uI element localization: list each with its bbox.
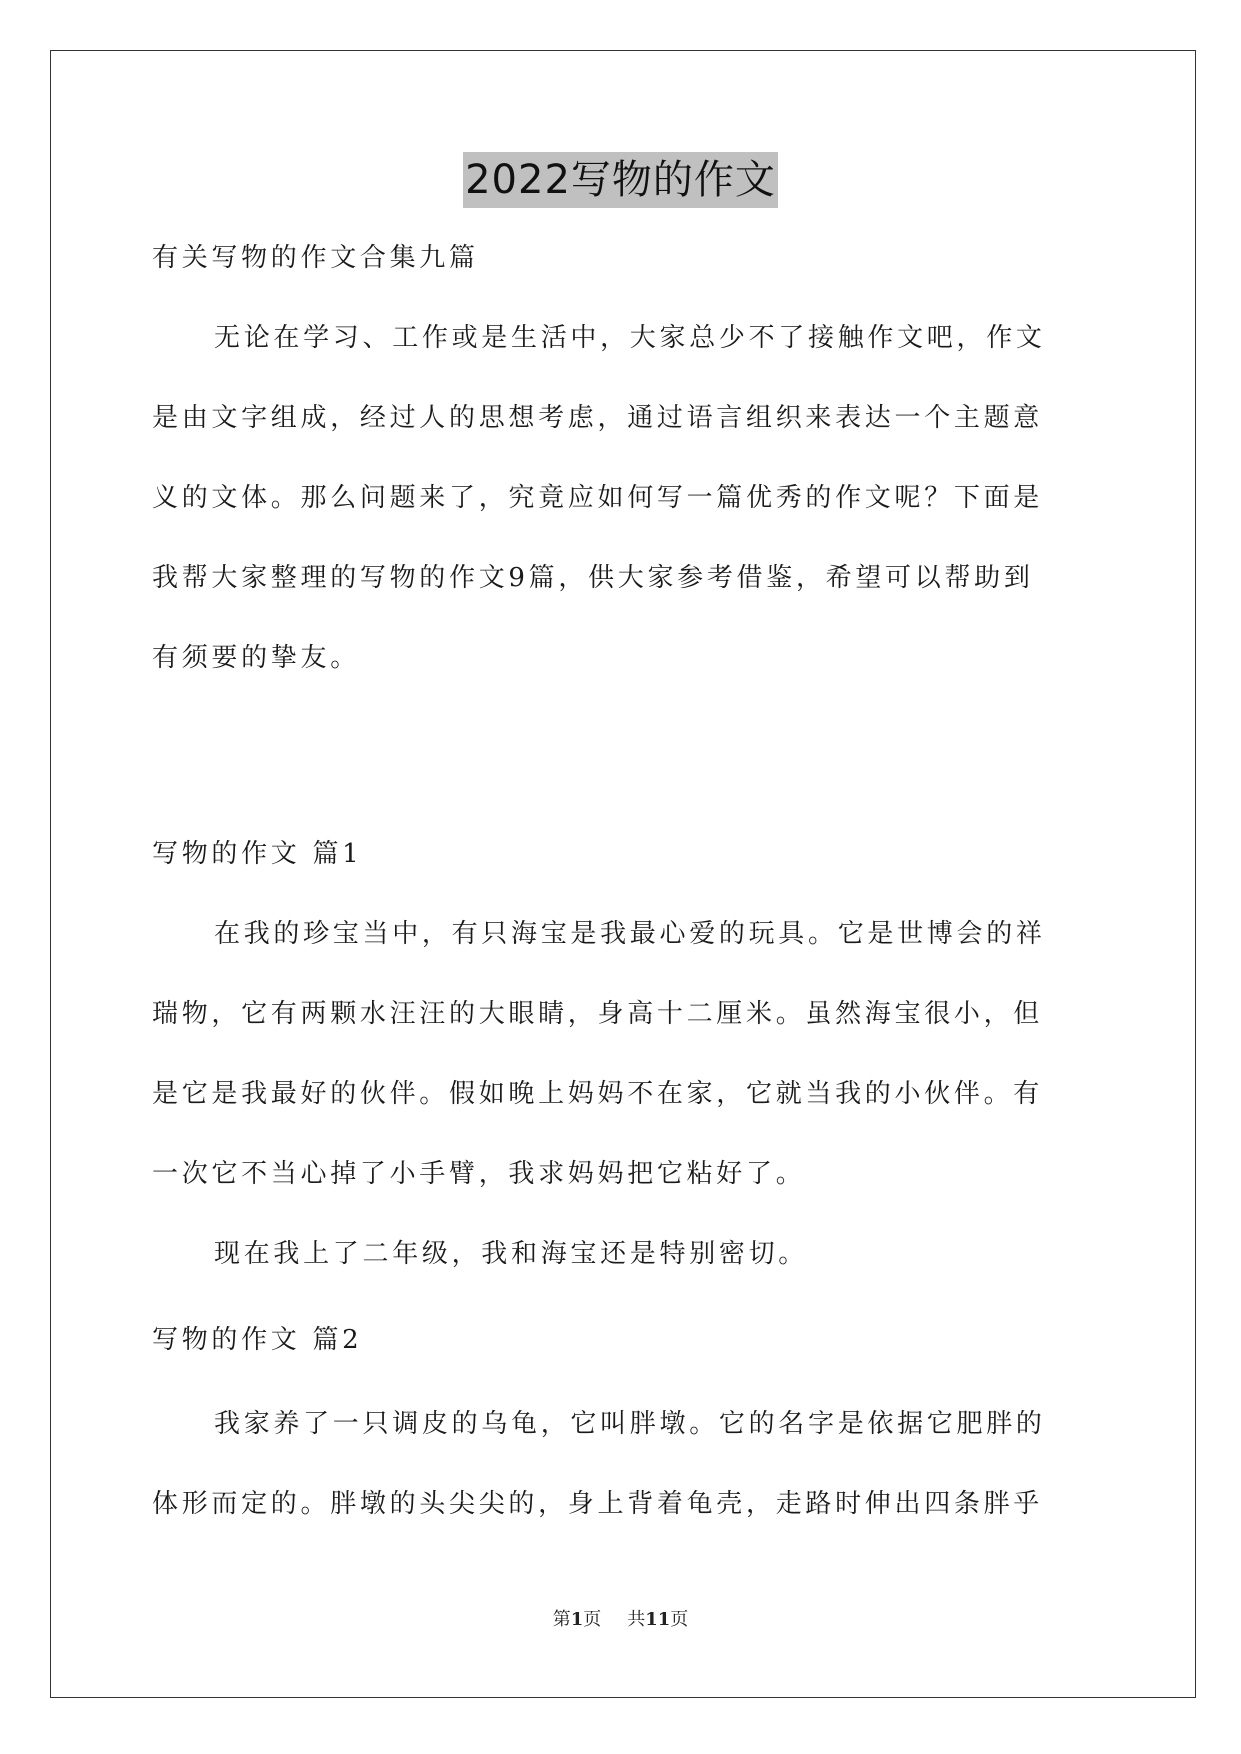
- paragraph-line: 是由文字组成，经过人的思想考虑，通过语言组织来表达一个主题意: [152, 403, 1044, 433]
- paragraph-line: 瑞物，它有两颗水汪汪的大眼睛，身高十二厘米。虽然海宝很小，但: [152, 999, 1044, 1029]
- paragraph-line: 我家养了一只调皮的乌龟，它叫胖墩。它的名字是依据它肥胖的: [214, 1409, 1046, 1439]
- document-title: 2022写物的作文: [463, 152, 778, 208]
- section1-heading-block: [152, 814, 1092, 894]
- paragraph-line: 一次它不当心掉了小手臂，我求妈妈把它粘好了。: [152, 1159, 806, 1189]
- paragraph-line: 无论在学习、工作或是生活中，大家总少不了接触作文吧，作文: [214, 323, 1046, 353]
- section2-heading-block: [152, 1300, 1092, 1380]
- page-total: 11: [645, 1609, 671, 1630]
- subtitle-block: [152, 218, 1092, 298]
- section-heading: 写物的作文 篇1: [152, 839, 363, 869]
- page-suffix: 页: [583, 1609, 602, 1630]
- paragraph-line: 我帮大家整理的写物的作文9篇，供大家参考借鉴，希望可以帮助到: [152, 563, 1034, 593]
- paragraph-line: 义的文体。那么问题来了，究竟应如何写一篇优秀的作文呢？下面是: [152, 483, 1044, 513]
- section1-paragraph: [152, 894, 1092, 1294]
- page-current: 1: [570, 1609, 584, 1630]
- paragraph-line: 是它是我最好的伙伴。假如晚上妈妈不在家，它就当我的小伙伴。有: [152, 1079, 1044, 1109]
- intro-paragraph: [152, 298, 1092, 698]
- section-heading: 写物的作文 篇2: [152, 1325, 363, 1355]
- document-subtitle: 有关写物的作文合集九篇: [152, 243, 479, 273]
- page-prefix: 第: [552, 1609, 571, 1630]
- title-container: [0, 152, 1241, 208]
- total-prefix: 共: [627, 1609, 646, 1630]
- total-suffix: 页: [670, 1609, 689, 1630]
- paragraph-line: 现在我上了二年级，我和海宝还是特别密切。: [214, 1239, 809, 1269]
- paragraph-line: 在我的珍宝当中，有只海宝是我最心爱的玩具。它是世博会的祥: [214, 919, 1046, 949]
- section2-paragraph: [152, 1384, 1092, 1544]
- paragraph-line: 有须要的挚友。: [152, 643, 360, 673]
- page-footer: [0, 1605, 1241, 1631]
- paragraph-line: 体形而定的。胖墩的头尖尖的，身上背着龟壳，走路时伸出四条胖乎: [152, 1489, 1044, 1519]
